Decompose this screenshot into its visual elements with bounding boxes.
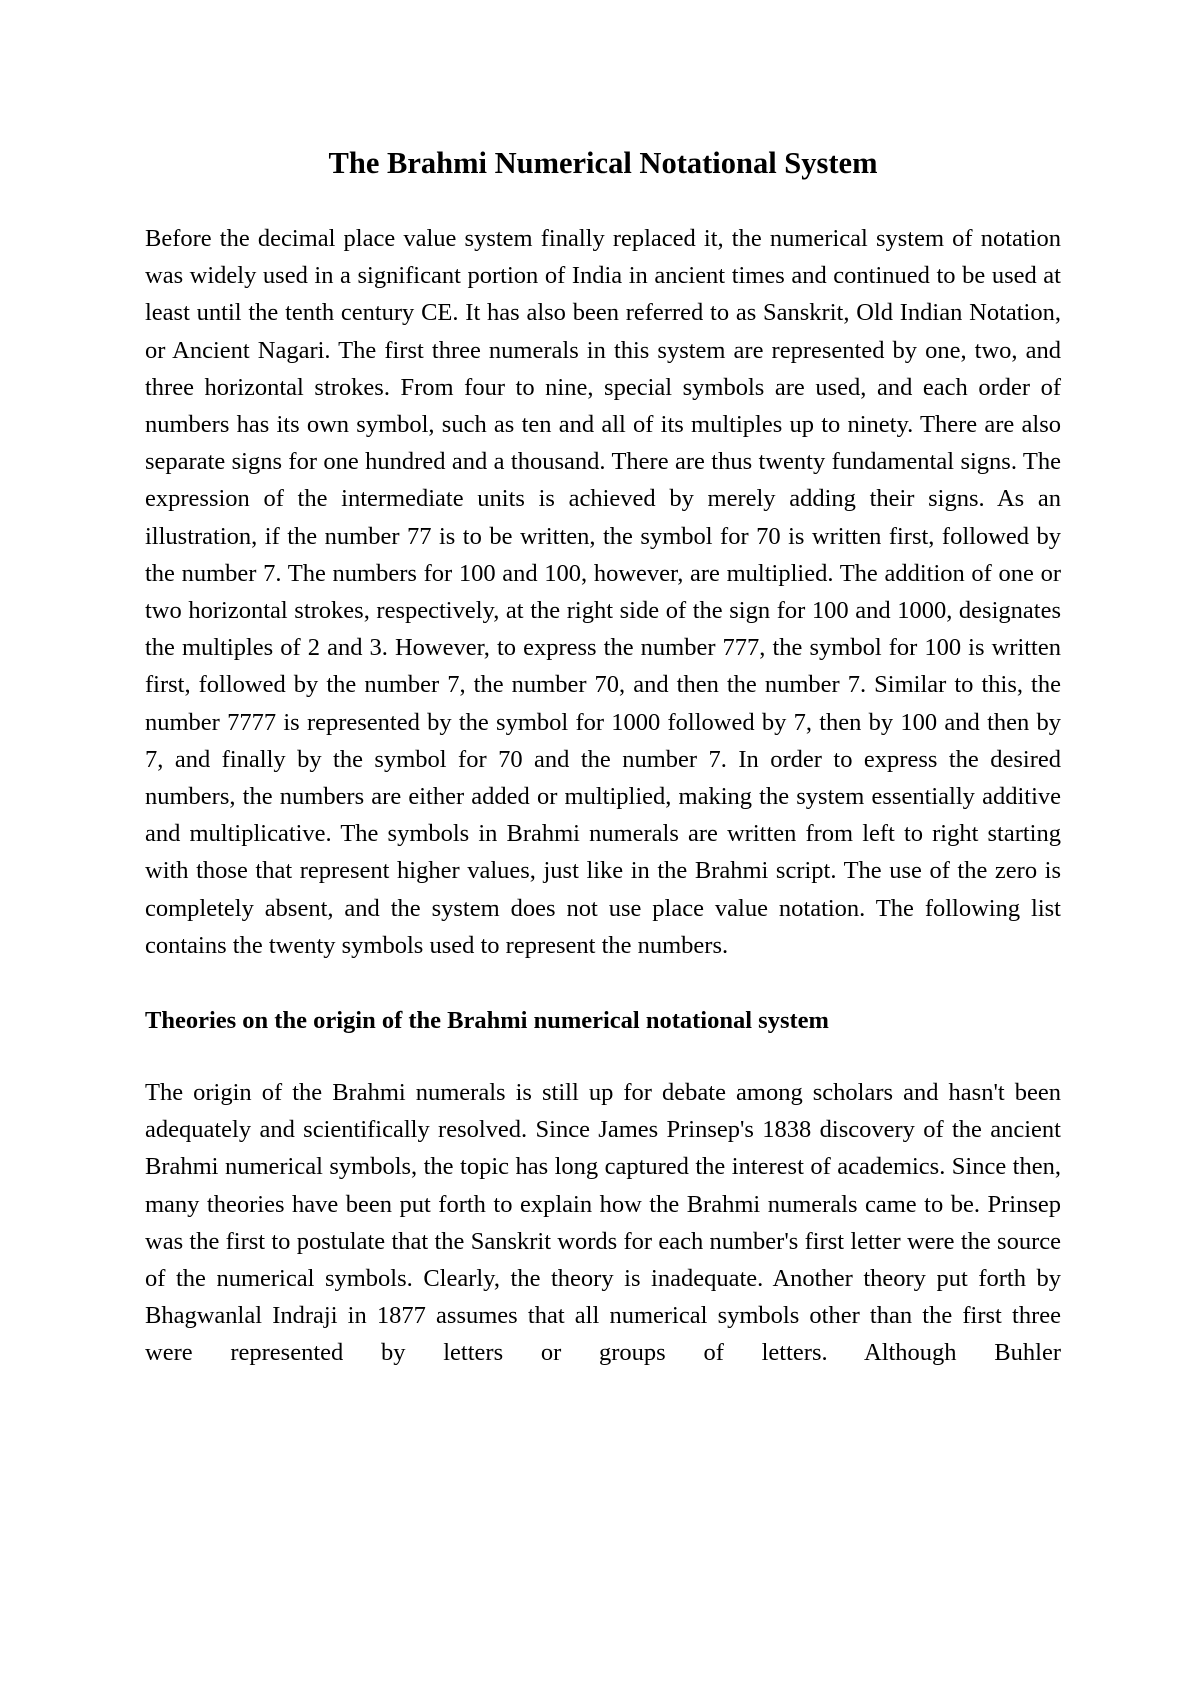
origin-paragraph: The origin of the Brahmi numerals is still up for debate among scholars and hasn't been adequately and scientifically resolved. Since James Prinsep's 1838 discovery of the ancient Brahmi numerical symbols, the topic has long captured the interest of academics. Since then, many theories have been put forth to explain how the Brahmi numerals came to be. Prinsep was the first to postulate that the Sanskrit words for each number's first letter were the source of the numerical symbols. Clearly, the theory is inadequate. Another theory put forth by Bhagwanlal Indraji in 1877 assumes that all numerical symbols other than the first three were represented by letters or groups of letters. Although Buhler xyxy=(145,1079,1061,1367)
page-title: The Brahmi Numerical Notational System xyxy=(328,146,878,180)
document-body xyxy=(145,140,1061,1372)
intro-paragraph: Before the decimal place value system finally replaced it, the numerical system of notation was widely used in a significant portion of India in ancient times and continued to be used at least until the tenth century CE. It has also been referred to as Sanskrit, Old Indian Notation, or Ancient Nagari. The first three numerals in this system are represented by one, two, and three horizontal strokes. From four to nine, special symbols are used, and each order of numbers has its own symbol, such as ten and all of its multiples up to ninety. There are also separate signs for one hundred and a thousand. There are thus twenty fundamental signs. The expression of the intermediate units is achieved by merely adding their signs. As an illustration, if the number 77 is to be written, the symbol for 70 is written first, followed by the number 7. The numbers for 100 and 100, however, are multiplied. The addition of one or two horizontal strokes, respectively, at the right side of the sign for 100 and 1000, designates the multiples of 2 and 3. However, to express the number 777, the symbol for 100 is written first, followed by the number 7, the number 70, and then the number 7. Similar to this, the number 7777 is represented by the symbol for 1000 followed by 7, then by 100 and then by 7, and finally by the symbol for 70 and the number 7. In order to express the desired numbers, the numbers are either added or multiplied, making the system essentially additive and multiplicative. The symbols in Brahmi numerals are written from left to right starting with those that represent higher values, just like in the Brahmi script. The use of the zero is completely absent, and the system does not use place value notation. The following list contains the twenty symbols used to represent the numbers. xyxy=(145,225,1061,959)
section-heading: Theories on the origin of the Brahmi numerical notational system xyxy=(145,1007,829,1035)
